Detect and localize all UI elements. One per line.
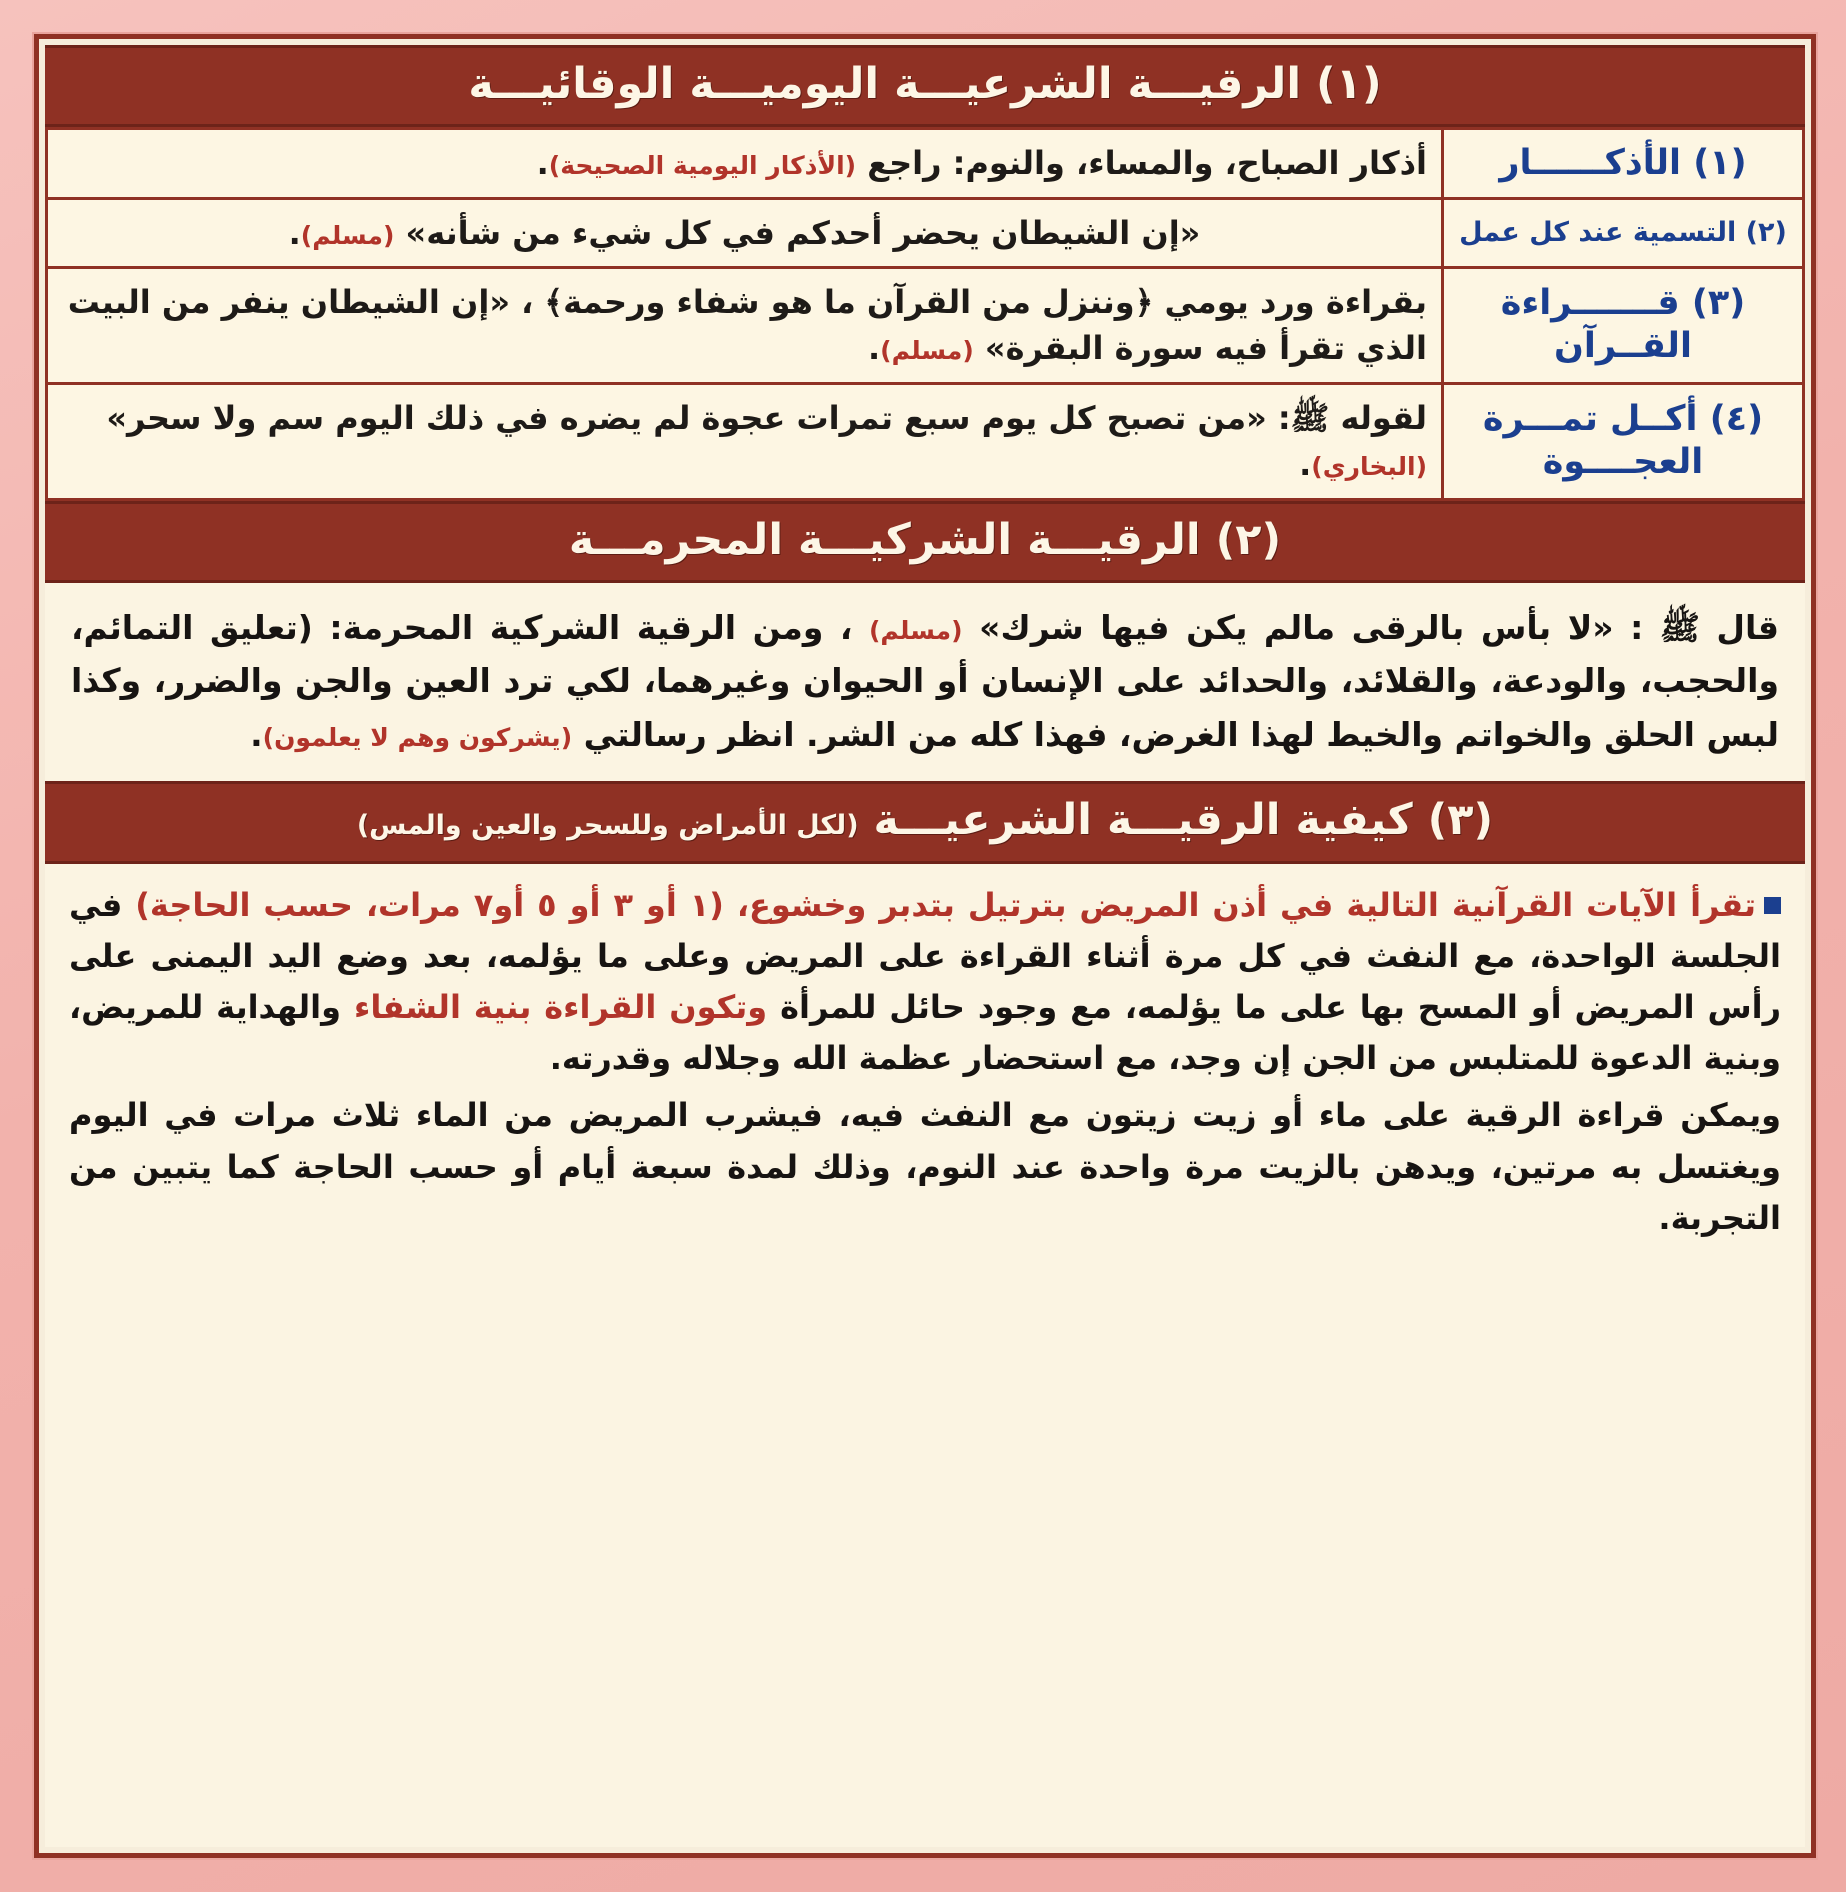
- section-3-paragraph-1: [69, 880, 1781, 1085]
- row-label: (٤) أكــل تمـــرة العجــــوة: [1443, 383, 1804, 499]
- row-tail: .: [1299, 445, 1312, 484]
- section-2-text-mid: ، ومن الرقية الشركية المحرمة: (تعليق التمائم، والحجب، والودعة، والقلائد، والحدائد على الإنسان أو الحيوان وغيرهما، لكي ترد العين والجن والضرر، وكذا لبس الحلق والخواتم والخيط لهذا الغرض، فهذا كله من الشر. انظر رسالتي: [71, 607, 1779, 754]
- row-tail: .: [288, 213, 301, 252]
- row-label: (٣) قـــــــراءة القــرآن: [1443, 268, 1804, 384]
- row-text-main: بقراءة ورد يومي ﴿وننزل من القرآن ما هو شفاء ورحمة﴾ ، «إن الشيطان ينفر من البيت الذي تقرأ فيه سورة البقرة»: [67, 283, 1427, 368]
- section-3-p1-a: تقرأ الآيات القرآنية التالية في أذن المريض بترتيل بتدبر وخشوع،: [723, 885, 1756, 924]
- row-source: (الأذكار اليومية الصحيحة): [548, 151, 857, 181]
- table-row: [47, 129, 1804, 198]
- row-label: (٢) التسمية عند كل عمل: [1443, 198, 1804, 267]
- table-row: [47, 198, 1804, 267]
- row-text: [47, 129, 1443, 198]
- page-inner: [45, 45, 1805, 1847]
- row-text-main: «إن الشيطان يحضر أحدكم في كل شيء من شأنه»: [394, 213, 1201, 252]
- section-1-title: (١) الرقيـــة الشرعيـــة اليوميـــة الوقائيـــة: [45, 45, 1805, 127]
- row-label: (١) الأذكــــــار: [1443, 129, 1804, 198]
- section-3-p1-highlight: وتكون القراءة بنية الشفاء: [353, 987, 768, 1026]
- section-3-paragraph-2: ويمكن قراءة الرقية على ماء أو زيت زيتون مع النفث فيه، فيشرب المريض من الماء ثلاث مرات في اليوم ويغتسل به مرتين، ويدهن بالزيت مرة واحدة عند النوم، وذلك لمدة سبعة أيام أو حسب الحاجة كما يتبين من التجربة.: [69, 1096, 1781, 1237]
- row-text: [47, 198, 1443, 267]
- row-tail: .: [536, 144, 549, 183]
- daily-ruqyah-table: [45, 127, 1805, 500]
- section-3-title: [45, 781, 1805, 863]
- row-text-main: لقوله ﷺ: «من تصبح كل يوم سبع تمرات عجوة لم يضره في ذلك اليوم سم ولا سحر»: [106, 398, 1427, 437]
- section-2-paragraph: [45, 583, 1805, 781]
- section-2-source-1: (مسلم): [869, 615, 963, 645]
- square-bullet-icon: [1764, 897, 1781, 914]
- section-2-text-start: قال ﷺ : «لا بأس بالرقى مالم يكن فيها شرك»: [962, 607, 1780, 647]
- row-source: (البخاري): [1311, 452, 1427, 482]
- section-3-p1-b: في الجلسة الواحدة، مع النفث في كل مرة أثناء القراءة على المريض وعلى ما يؤلمه، بعد وضع اليد اليمنى على رأس المريض أو المسح بها على ما يؤلمه، مع وجود حائل للمرأة: [69, 885, 1782, 1026]
- section-3-p1-c: والهداية للمريض، وبنية الدعوة للمتلبس من الجن إن وجد، مع استحضار عظمة الله وجلاله وقدرته.: [69, 987, 1781, 1078]
- row-text: [47, 383, 1443, 499]
- table-row: [47, 383, 1804, 499]
- section-3-p1-count: (١ أو ٣ أو ٥ أو٧ مرات، حسب الحاجة): [135, 885, 724, 924]
- section-2-title: (٢) الرقيـــة الشركيـــة المحرمـــة: [45, 501, 1805, 583]
- page-frame: [34, 34, 1816, 1858]
- section-3-paragraphs: [45, 864, 1805, 1847]
- table-row: [47, 268, 1804, 384]
- row-text: [47, 268, 1443, 384]
- row-text-main: أذكار الصباح، والمساء، والنوم: راجع: [856, 144, 1427, 183]
- section-3-title-main: (٣) كيفية الرقيـــة الشرعيـــة: [873, 795, 1494, 846]
- row-source: (مسلم): [880, 336, 974, 366]
- section-2-text-end: .: [250, 714, 263, 754]
- row-tail: .: [868, 329, 881, 368]
- section-3-title-sub: (لكل الأمراض وللسحر والعين والمس): [356, 810, 859, 842]
- row-source: (مسلم): [300, 220, 395, 250]
- section-2-source-2: (يشركون وهم لا يعلمون): [262, 722, 573, 752]
